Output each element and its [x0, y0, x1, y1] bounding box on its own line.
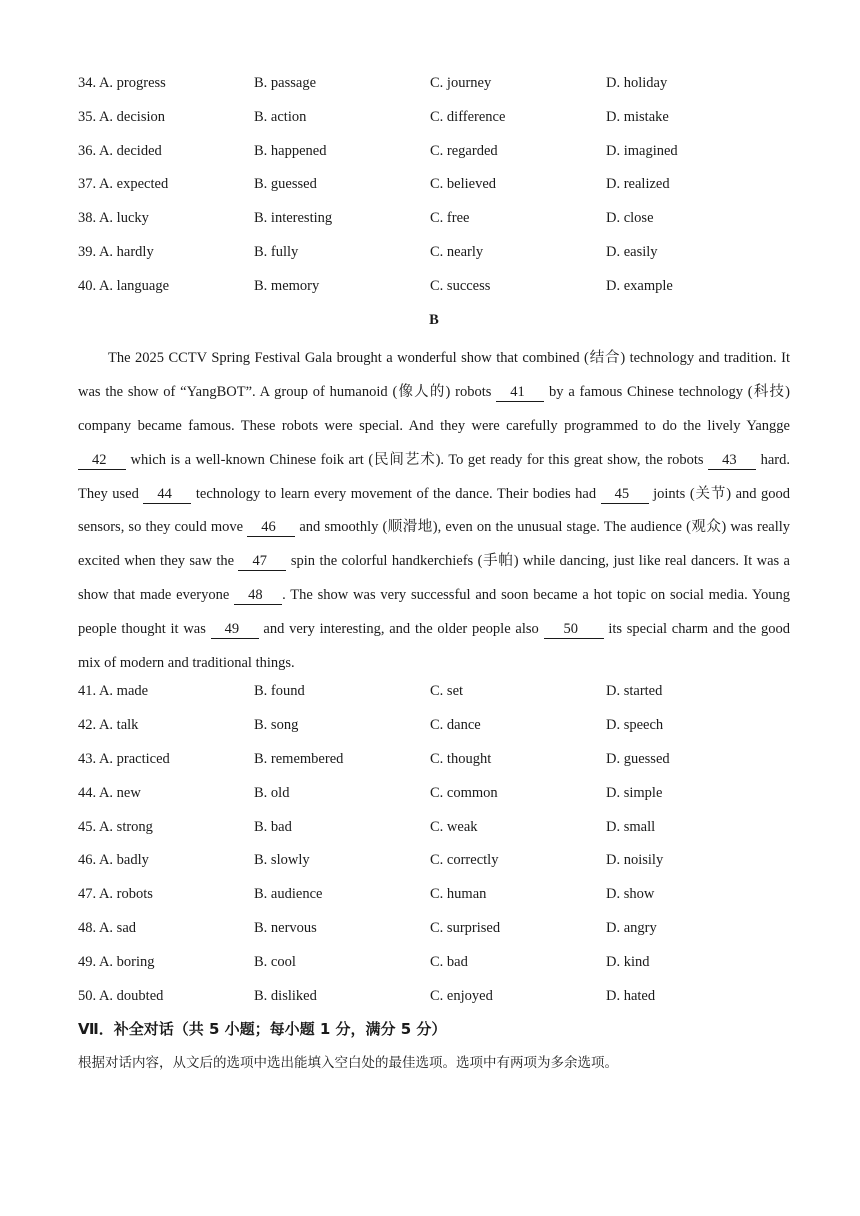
option-b: B. song [254, 717, 299, 734]
question-list-b [78, 680, 790, 1018]
option-a: 40. A. language [78, 277, 170, 294]
option-b: B. fully [254, 243, 299, 260]
passage-text: hard. They used [78, 451, 791, 502]
option-b: B. disliked [254, 987, 317, 1004]
option-a: 34. A. progress [78, 75, 166, 91]
question-row-36 [78, 140, 790, 174]
option-d: D. simple [606, 784, 663, 801]
document-page [78, 72, 790, 1086]
option-b: B. memory [254, 277, 320, 294]
option-c: C. regarded [430, 142, 498, 159]
passage-text: its special charm and the good mix of modern and traditional things. [78, 620, 790, 671]
blank-50: 50 [544, 621, 604, 639]
option-b: B. found [254, 683, 305, 700]
option-a: 37. A. expected [78, 176, 169, 193]
question-list-a [78, 72, 790, 309]
option-a: 43. A. practiced [78, 750, 170, 767]
option-d: D. kind [606, 953, 650, 970]
option-a: 50. A. doubted [78, 987, 164, 1004]
option-d: D. realized [606, 176, 670, 193]
option-d: D. close [606, 210, 654, 227]
option-d: D. noisily [606, 852, 664, 869]
option-c: C. weak [430, 818, 478, 835]
option-a: 36. A. decided [78, 142, 162, 159]
option-b: B. slowly [254, 852, 310, 869]
option-c: C. common [430, 784, 498, 801]
option-b: B. guessed [254, 176, 317, 193]
option-d: D. imagined [606, 142, 678, 159]
option-b: B. happened [254, 142, 327, 159]
option-d: D. small [606, 818, 656, 835]
question-row-46 [78, 849, 790, 883]
option-d: D. started [606, 683, 663, 700]
option-c: C. human [430, 886, 487, 903]
passage-text: by a famous Chinese technology (科技) company became famous. These robots were special. And they were carefully programmed to do the lively Yangge [78, 384, 791, 434]
option-b: B. passage [254, 75, 317, 91]
passage-text: technology to learn every movement of the dance. Their bodies had [191, 485, 601, 502]
option-c: C. correctly [430, 852, 499, 869]
cloze-passage [78, 342, 790, 680]
blank-46: 46 [247, 519, 295, 537]
question-row-38 [78, 207, 790, 241]
passage-text: and smoothly (顺滑地), even on the unusual stage. The audience (观众) was really excited when they saw the [78, 519, 791, 570]
question-row-37 [78, 173, 790, 207]
option-c: C. nearly [430, 243, 484, 260]
blank-41: 41 [496, 384, 544, 402]
blank-47: 47 [238, 553, 286, 571]
blank-48: 48 [234, 587, 282, 605]
option-c: C. difference [430, 108, 506, 125]
option-a: 49. A. boring [78, 953, 155, 970]
option-a: 45. A. strong [78, 818, 153, 835]
passage-text: . The show was very successful and soon became a hot topic on social media. Young people thought it was [78, 586, 790, 637]
section-b-title: B [429, 311, 439, 328]
option-a: 35. A. decision [78, 108, 165, 125]
option-c: C. set [430, 683, 464, 700]
option-d: D. holiday [606, 75, 668, 91]
question-row-39 [78, 241, 790, 275]
option-d: D. hated [606, 987, 656, 1004]
option-d: D. mistake [606, 108, 669, 125]
blank-42: 42 [78, 452, 126, 470]
section-7-instruction: 根据对话内容，从文后的选项中选出能填入空白处的最佳选项。选项中有两项为多余选项。 [78, 1055, 618, 1072]
option-a: 38. A. lucky [78, 210, 149, 227]
question-row-43 [78, 748, 790, 782]
question-row-45 [78, 816, 790, 850]
option-a: 44. A. new [78, 784, 141, 801]
option-b: B. old [254, 784, 290, 801]
option-c: C. free [430, 210, 470, 227]
question-row-41 [78, 680, 790, 714]
option-a: 39. A. hardly [78, 243, 154, 260]
section-7-heading: Ⅶ．补全对话（共 5 小题；每小题 1 分，满分 5 分） [78, 1020, 447, 1039]
option-c: C. bad [430, 953, 468, 970]
option-a: 41. A. made [78, 683, 149, 700]
option-d: D. easily [606, 243, 658, 260]
option-c: C. dance [430, 717, 481, 734]
option-d: D. example [606, 277, 673, 294]
question-row-48 [78, 917, 790, 951]
blank-43: 43 [708, 452, 756, 470]
option-b: B. remembered [254, 750, 344, 767]
passage-text: and very interesting, and the older people also [258, 620, 544, 637]
option-d: D. speech [606, 717, 664, 734]
option-b: B. audience [254, 886, 323, 903]
passage-text: which is a well-known Chinese foik art (民间艺术). To get ready for this great show, the robots [126, 451, 709, 468]
option-c: C. success [430, 277, 491, 294]
passage-text: joints (关节) and good sensors, so they could move [78, 485, 791, 536]
question-row-40 [78, 275, 790, 309]
question-row-34 [78, 72, 790, 106]
option-a: 46. A. badly [78, 852, 149, 869]
option-d: D. guessed [606, 750, 670, 767]
question-row-42 [78, 714, 790, 748]
option-b: B. cool [254, 953, 296, 970]
question-row-44 [78, 782, 790, 816]
question-row-47 [78, 883, 790, 917]
option-b: B. bad [254, 818, 292, 835]
option-c: C. thought [430, 750, 492, 767]
option-c: C. surprised [430, 919, 501, 936]
blank-44: 44 [143, 486, 191, 504]
option-a: 47. A. robots [78, 886, 153, 903]
option-c: C. believed [430, 176, 497, 193]
option-a: 42. A. talk [78, 717, 139, 734]
option-d: D. angry [606, 919, 657, 936]
question-row-35 [78, 106, 790, 140]
passage-text: spin the colorful handkerchiefs (手帕) while dancing, just like real dancers. It was a show that made everyone [78, 553, 790, 603]
option-b: B. interesting [254, 210, 333, 227]
option-c: C. enjoyed [430, 987, 493, 1004]
blank-45: 45 [601, 486, 649, 504]
option-d: D. show [606, 886, 655, 903]
passage-text: The 2025 CCTV Spring Festival Gala brought a wonderful show that combined (结合) technology and tradition. It was the show of “YangBOT”. A group of humanoid (像人的) robots [78, 350, 790, 401]
option-b: B. nervous [254, 919, 317, 936]
option-b: B. action [254, 108, 307, 125]
option-a: 48. A. sad [78, 919, 136, 936]
question-row-49 [78, 951, 790, 985]
question-row-50 [78, 985, 790, 1019]
option-c: C. journey [430, 75, 492, 91]
blank-49: 49 [211, 621, 259, 639]
